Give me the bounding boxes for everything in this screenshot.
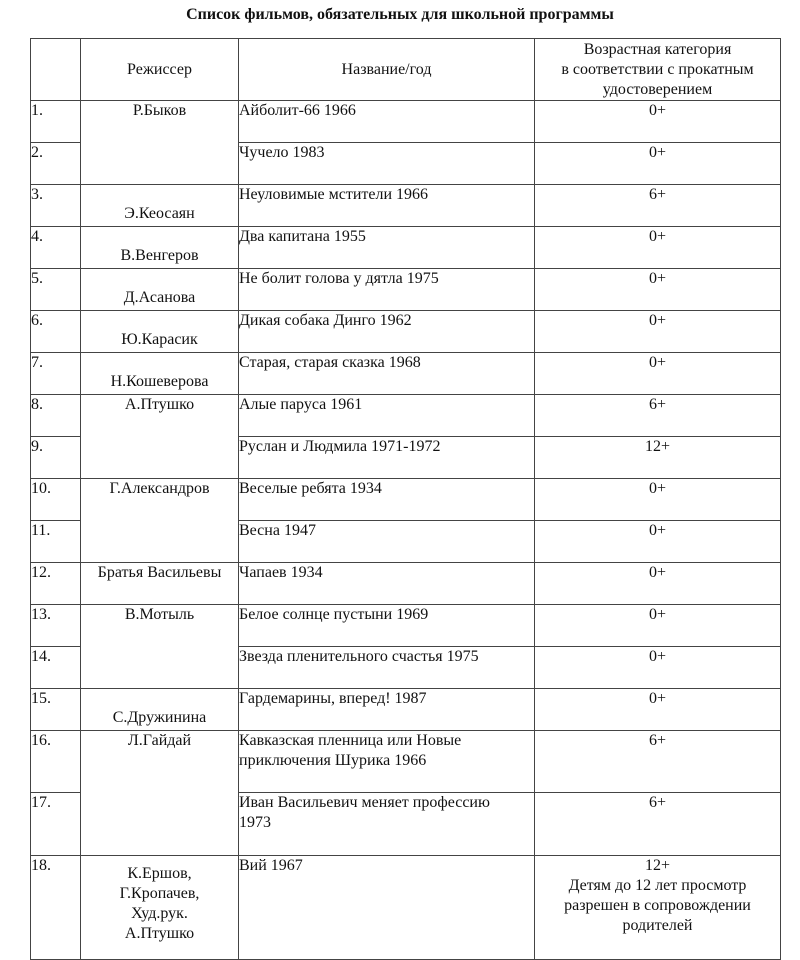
director-line: К.Ершов,: [127, 865, 192, 882]
film-title: Вий 1967: [239, 856, 535, 960]
header-title: Название/год: [239, 39, 535, 101]
age-rating-line: разрешен в сопровождении: [564, 897, 751, 914]
film-title-line: Иван Васильевич меняет профессию: [239, 794, 490, 811]
director-line: Худ.рук.: [131, 905, 188, 922]
table-row: [31, 479, 781, 521]
film-title: Айболит-66 1966: [239, 101, 535, 143]
row-number: 16.: [31, 731, 81, 793]
table-row: [31, 395, 781, 437]
header-age-line: в соответствии с прокатным: [561, 60, 754, 78]
age-rating: 0+: [535, 689, 781, 731]
age-rating: 0+: [535, 605, 781, 647]
table-row: [31, 605, 781, 647]
table-row: [31, 311, 781, 353]
director-cell: Э.Кеосаян: [81, 185, 239, 227]
films-table: [30, 38, 781, 960]
age-rating: 12+: [535, 437, 781, 479]
film-title: Звезда пленительного счастья 1975: [239, 647, 535, 689]
page-title: Список фильмов, обязательных для школьной программы: [186, 6, 614, 23]
row-number: 5.: [31, 269, 81, 311]
age-rating: 0+: [535, 353, 781, 395]
film-title: Дикая собака Динго 1962: [239, 311, 535, 353]
row-number: 13.: [31, 605, 81, 647]
film-title-line: 1973: [239, 814, 271, 831]
table-row: [31, 227, 781, 269]
row-number: 6.: [31, 311, 81, 353]
director-cell: Ю.Карасик: [81, 311, 239, 353]
director-cell: Г.Александров: [81, 479, 239, 563]
film-title: Неуловимые мстители 1966: [239, 185, 535, 227]
age-rating: 0+: [535, 269, 781, 311]
director-cell: Р.Быков: [81, 101, 239, 185]
film-title: Старая, старая сказка 1968: [239, 353, 535, 395]
age-rating-line: 12+: [644, 857, 671, 874]
film-title-line: приключения Шурика 1966: [239, 752, 427, 769]
row-number: 3.: [31, 185, 81, 227]
row-number: 17.: [31, 793, 81, 856]
film-title: Чапаев 1934: [239, 563, 535, 605]
row-number: 7.: [31, 353, 81, 395]
film-title: Весна 1947: [239, 521, 535, 563]
header-row: [31, 39, 781, 101]
row-number: 8.: [31, 395, 81, 437]
director-cell: Д.Асанова: [81, 269, 239, 311]
director-cell: С.Дружинина: [81, 689, 239, 731]
table-row: [31, 353, 781, 395]
film-title: [239, 793, 535, 856]
header-director: Режиссер: [81, 39, 239, 101]
age-rating: 0+: [535, 647, 781, 689]
row-number: 1.: [31, 101, 81, 143]
director-cell: В.Мотыль: [81, 605, 239, 689]
director-cell: Н.Кошеверова: [81, 353, 239, 395]
row-number: 2.: [31, 143, 81, 185]
age-rating-line: Детям до 12 лет просмотр: [568, 877, 747, 894]
table-row: [31, 563, 781, 605]
row-number: 14.: [31, 647, 81, 689]
film-title: Гардемарины, вперед! 1987: [239, 689, 535, 731]
director-line: Г.Кропачев,: [119, 885, 200, 902]
film-title: Веселые ребята 1934: [239, 479, 535, 521]
director-line: А.Птушко: [124, 925, 195, 942]
film-title: Белое солнце пустыни 1969: [239, 605, 535, 647]
header-number: [31, 39, 81, 101]
age-rating: 0+: [535, 521, 781, 563]
row-number: 11.: [31, 521, 81, 563]
age-rating: 6+: [535, 185, 781, 227]
age-rating: 0+: [535, 227, 781, 269]
table-row: [31, 101, 781, 143]
age-rating: 0+: [535, 143, 781, 185]
table-row: [31, 731, 781, 793]
row-number: 18.: [31, 856, 81, 960]
row-number: 15.: [31, 689, 81, 731]
director-cell: А.Птушко: [81, 395, 239, 479]
director-cell: Л.Гайдай: [81, 731, 239, 856]
table-row: [31, 185, 781, 227]
film-title-line: Кавказская пленница или Новые: [239, 732, 462, 749]
director-cell: В.Венгеров: [81, 227, 239, 269]
table-row: [31, 269, 781, 311]
age-rating: 0+: [535, 101, 781, 143]
header-age-category: [535, 39, 781, 101]
age-rating-line: родителей: [622, 917, 693, 934]
director-cell: [81, 856, 239, 960]
film-title: Чучело 1983: [239, 143, 535, 185]
director-cell: Братья Васильевы: [81, 563, 239, 605]
table-row: [31, 689, 781, 731]
row-number: 4.: [31, 227, 81, 269]
age-rating: 0+: [535, 563, 781, 605]
table-row: [31, 856, 781, 960]
header-age-line: Возрастная категория: [583, 40, 732, 58]
film-title: [239, 731, 535, 793]
film-title: Руслан и Людмила 1971-1972: [239, 437, 535, 479]
film-title: Два капитана 1955: [239, 227, 535, 269]
row-number: 10.: [31, 479, 81, 521]
header-age-line: удостоверением: [602, 80, 713, 98]
film-title: Не болит голова у дятла 1975: [239, 269, 535, 311]
age-rating: 0+: [535, 311, 781, 353]
age-rating: [535, 856, 781, 960]
row-number: 9.: [31, 437, 81, 479]
film-title: Алые паруса 1961: [239, 395, 535, 437]
age-rating: 6+: [535, 731, 781, 793]
age-rating: 6+: [535, 793, 781, 856]
row-number: 12.: [31, 563, 81, 605]
age-rating: 6+: [535, 395, 781, 437]
age-rating: 0+: [535, 479, 781, 521]
